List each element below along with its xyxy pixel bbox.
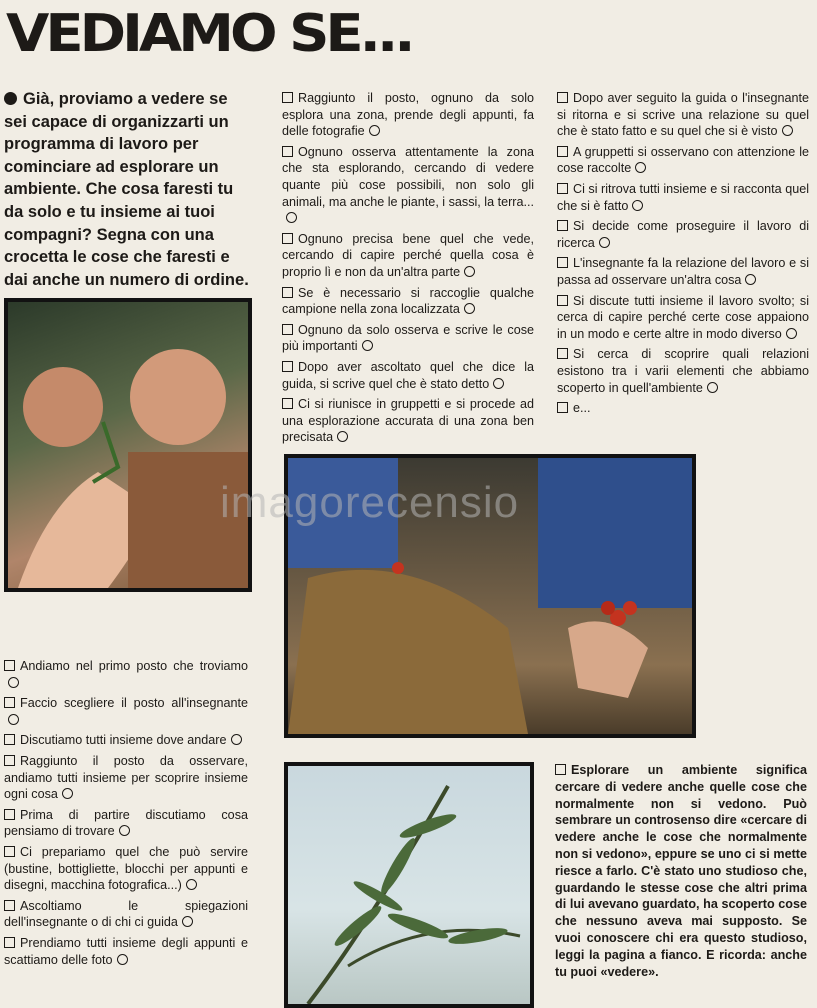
checklist-column-3 [557,90,809,421]
checklist-item [282,231,534,281]
checklist-item [557,181,809,214]
order-number-circle-icon[interactable] [493,378,504,389]
checkbox-icon[interactable] [4,660,15,671]
checklist-column-1 [4,658,248,972]
checklist-item [4,807,248,840]
checkbox-icon[interactable] [4,755,15,766]
order-number-circle-icon[interactable] [745,274,756,285]
checklist-item-text: Discutiamo tutti insieme dove andare [20,733,227,748]
bullet-dot-icon [4,92,17,105]
checklist-item-text: Se è necessario si raccoglie qualche campione nella zona localizzata [282,285,534,317]
checklist-item-text: Ognuno osserva attentamente la zona che sta esplorando, cercando di vedere quante più cose possibili, non solo gli animali, ma anche le piante, i sassi, la terra... [282,144,534,209]
checklist-item-text: Ci si ritrova tutti insieme e si racconta quel che si è fatto [557,181,809,213]
order-number-circle-icon[interactable] [369,125,380,136]
checklist-item-text: Prendiamo tutti insieme degli appunti e scattiamo delle foto [4,935,248,967]
order-number-circle-icon[interactable] [182,916,193,927]
checkbox-icon[interactable] [282,361,293,372]
checkbox-icon[interactable] [4,900,15,911]
checklist-item [557,293,809,343]
checkbox-icon[interactable] [557,348,568,359]
checklist-item [282,396,534,446]
checkbox-icon[interactable] [557,146,568,157]
checkbox-icon[interactable] [557,295,568,306]
checklist-item [557,255,809,288]
checklist-item [4,935,248,968]
checklist-item [557,400,809,417]
closing-paragraph [555,762,807,980]
checklist-item-text: Raggiunto il posto da osservare, andiamo tutti insieme per scoprire insieme ogni cosa [4,753,248,802]
checkbox-icon[interactable] [282,287,293,298]
checklist-item [4,898,248,931]
checklist-item-text: Si cerca di scoprire quali relazioni esistono tra i varii elementi che abbiamo scoperto in quell'ambiente [557,347,809,395]
checklist-item [557,90,809,140]
checklist-item-text: Ci si riunisce in gruppetti e si procede ad una esplorazione accurata di una zona ben precisata [282,397,534,445]
watermark: imagorecensio [220,478,520,527]
checkbox-icon[interactable] [282,398,293,409]
checklist-item [282,285,534,318]
checklist-item-text: Ci prepariamo quel che può servire (bustine, bottigliette, blocchi per appunti e disegni, macchina fotografica...) [4,844,248,893]
checklist-item-text: Si discute tutti insieme il lavoro svolto; si cerca di capire perché certe cose appaiono in un modo e certe altre in modo diverso [557,293,809,341]
order-number-circle-icon[interactable] [464,266,475,277]
checklist-item [4,695,248,728]
checklist-item-text: e... [573,401,591,416]
checkbox-icon[interactable] [282,146,293,157]
checklist-column-2 [282,90,534,450]
checkbox-icon[interactable] [557,220,568,231]
page-title: VEDIAMO SE... [6,3,412,64]
order-number-circle-icon[interactable] [119,825,130,836]
checklist-item [282,144,534,227]
intro-text: Già, proviamo a vedere se sei capace di organizzarti un programma di lavoro per cominciare ad esplorare un ambiente. Che cosa faresti tu da solo e tu insieme ai tuoi compagni? Segna con una crocetta le cose che faresti e dai anche un numero di ordine. [4,90,249,289]
order-number-circle-icon[interactable] [186,879,197,890]
checkbox-icon[interactable] [4,937,15,948]
checklist-item [4,732,248,749]
checkbox-icon[interactable] [557,402,568,413]
checklist-item [4,844,248,894]
checklist-item-text: Si decide come proseguire il lavoro di ricerca [557,219,809,250]
checklist-item-text: Ognuno precisa bene quel che vede, cercando di capire perché quella cosa è proprio lì e non da un'altra parte [282,231,534,279]
photo-boys-with-mantis [4,298,252,592]
order-number-circle-icon[interactable] [362,340,373,351]
order-number-circle-icon[interactable] [464,303,475,314]
checklist-item-text: Dopo aver ascoltato quel che dice la guida, si scrive quel che è stato detto [282,359,534,391]
checkbox-icon[interactable] [557,183,568,194]
order-number-circle-icon[interactable] [632,200,643,211]
checkbox-icon[interactable] [4,734,15,745]
photo-olive-illustration [288,766,530,1004]
order-number-circle-icon[interactable] [286,212,297,223]
checkbox-icon[interactable] [282,324,293,335]
order-number-circle-icon[interactable] [337,431,348,442]
order-number-circle-icon[interactable] [117,954,128,965]
order-number-circle-icon[interactable] [707,382,718,393]
checklist-item-text: Dopo aver seguito la guida o l'insegnante si ritorna e si scrive una relazione su quel che è stato fatto e su quel che si è visto [557,91,809,139]
closing-text: Esplorare un ambiente significa cercare di vedere anche quelle cose che normalmente non si vedono. Può sembrare un controsenso dire «cercare di vedere anche le cose che normalmente non si vedono», eppure se uno ci si mette riesce a farlo. C'è stato uno studioso che, guardando le stesse cose che altri prima di lui avevano guardato, ha scoperto cose che nessuno aveva mai supposto. Se vuoi conoscere chi era questo studioso, leggi la pagina a fianco. E ricorda: anche tu puoi «vedere». [555,763,807,979]
photo-boys-illustration [8,302,248,588]
order-number-circle-icon[interactable] [782,125,793,136]
checklist-item-text: Ascoltiamo le spiegazioni dell'insegnante o di chi ci guida [4,898,248,930]
checkbox-icon[interactable] [555,764,566,775]
checklist-item [557,346,809,396]
checklist-item-text: Prima di partire discutiamo cosa pensiamo di trovare [4,807,248,839]
checklist-item-text: Faccio scegliere il posto all'insegnante [20,696,248,711]
checkbox-icon[interactable] [557,257,568,268]
order-number-circle-icon[interactable] [8,714,19,725]
checklist-item-text: Raggiunto il posto, ognuno da solo esplora una zona, prende degli appunti, fa delle fotografie [282,91,534,139]
checklist-item-text: Andiamo nel primo posto che troviamo [20,659,248,673]
checkbox-icon[interactable] [282,233,293,244]
checklist-item [4,753,248,803]
checklist-item [557,218,809,251]
checklist-item [282,359,534,392]
checklist-item-text: L'insegnante fa la relazione del lavoro e si passa ad osservare un'altra cosa [557,256,809,287]
photo-olive-branch [284,762,534,1008]
checkbox-icon[interactable] [4,846,15,857]
checkbox-icon[interactable] [282,92,293,103]
order-number-circle-icon[interactable] [8,677,19,688]
checkbox-icon[interactable] [4,809,15,820]
checklist-item [282,322,534,355]
checkbox-icon[interactable] [4,697,15,708]
order-number-circle-icon[interactable] [599,237,610,248]
checklist-item-text: Ognuno da solo osserva e scrive le cose più importanti [282,322,534,354]
checklist-item-text: A gruppetti si osservano con attenzione le cose raccolte [557,144,809,176]
order-number-circle-icon[interactable] [62,788,73,799]
checklist-item [557,144,809,177]
checklist-item [282,90,534,140]
checklist-item [4,658,248,691]
intro-paragraph [4,88,252,291]
order-number-circle-icon[interactable] [786,328,797,339]
order-number-circle-icon[interactable] [231,734,242,745]
order-number-circle-icon[interactable] [635,162,646,173]
checkbox-icon[interactable] [557,92,568,103]
